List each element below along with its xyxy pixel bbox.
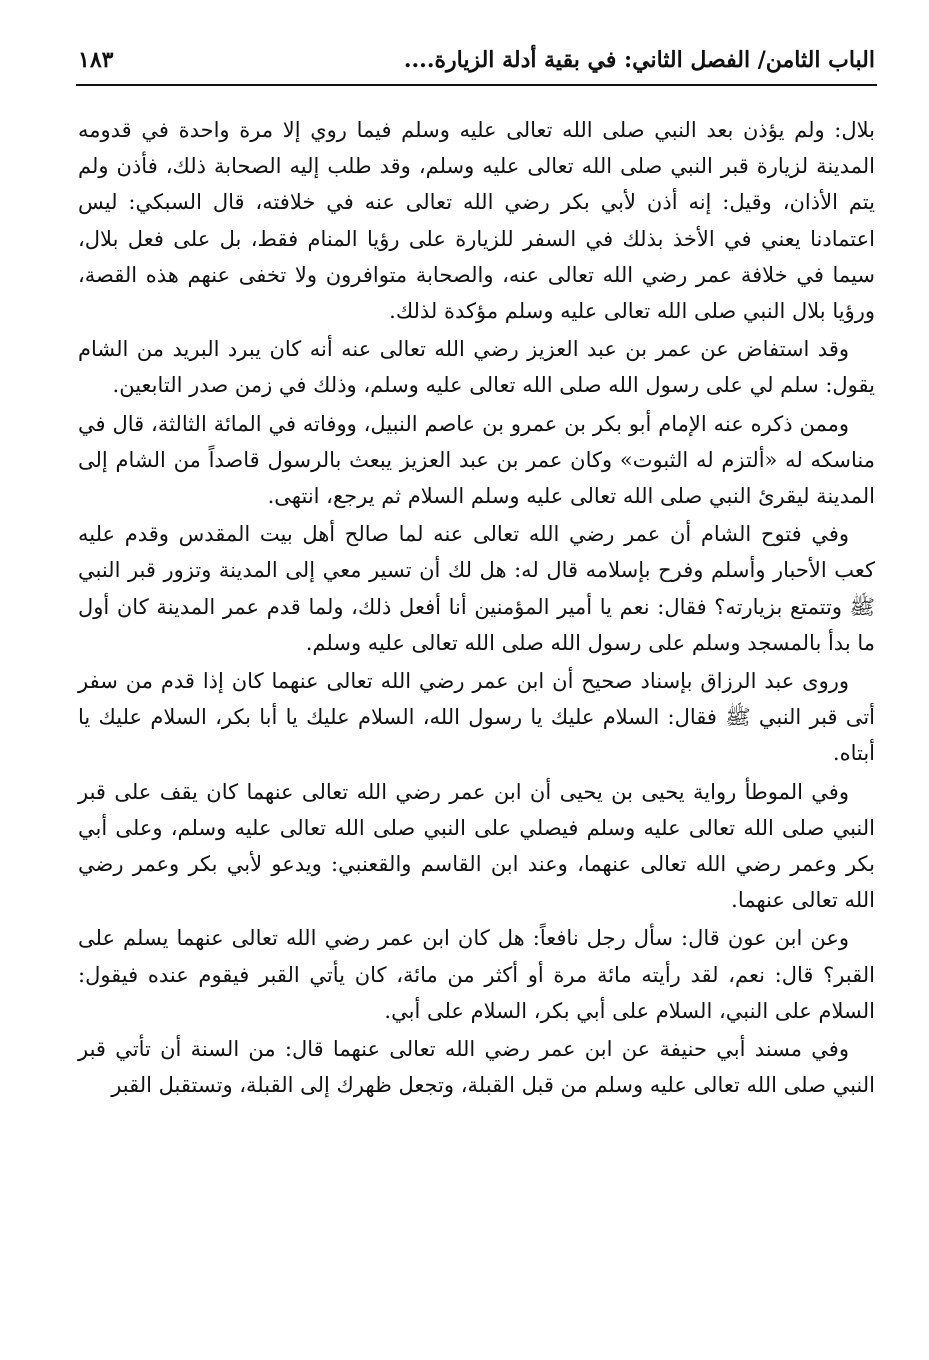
paragraph-ibn-awn: وعن ابن عون قال: سأل رجل نافعاً: هل كان ابن عمر رضي الله تعالى عنهما يسلم على القبر؟ قال: نعم، لقد رأيته مائة مرة أو أكثر من مائة، كان يأتي القبر فيقوم عنده فيقول: السلام على النبي، السلام على أبي بكر، السلام على أبي.: [78, 926, 875, 1023]
paragraph-muwatta: وفي الموطأ رواية يحيى بن يحيى أن ابن عمر رضي الله تعالى عنهما كان يقف على قبر النبي صلى الله تعالى عليه وسلم فيصلي على النبي صلى الله تعالى عليه وسلم، وعلى أبي بكر وعمر رضي الله تعالى عنهما، وعند ابن القاسم والقعنبي: ويدعو لأبي بكر وعمر رضي الله تعالى عنهما.: [78, 779, 875, 913]
page-number: ١٨٣: [78, 47, 114, 73]
paragraph-bilal: بلال: ولم يؤذن بعد النبي صلى الله تعالى عليه وسلم فيما روي إلا مرة واحدة في قدومه المدينة لزيارة قبر النبي صلى الله تعالى عليه وسلم، وقد طلب إليه الصحابة ذلك، فأذن ولم يتم الأذان، وقيل: إنه أذن لأبي بكر رضي الله تعالى عنه في خلافته، قال السبكي: ليس اعتمادنا يعني في الأخذ بذلك في السفر للزيارة على رؤيا المنام فقط، بل على فعل بلال، سيما في خلافة عمر رضي الله تعالى عنه، والصحابة متوافرون ولا تخفى عنهم هذه القصة، ورؤيا بلال النبي صلى الله تعالى عليه وسلم مؤكدة لذلك.: [78, 118, 875, 324]
paragraph-musnad-abi-hanifa: وفي مسند أبي حنيفة عن ابن عمر رضي الله تعالى عنهما قال: من السنة أن تأتي قبر النبي صلى الله تعالى عليه وسلم من قبل القبلة، وتجعل ظهرك إلى القبلة، وتستقبل القبر: [78, 1037, 875, 1098]
paragraph-abu-bakr-ibn-amr: وممن ذكره عنه الإمام أبو بكر بن عمرو بن عاصم النبيل، ووفاته في المائة الثالثة، قال في مناسكه له «ألتزم له الثبوت» وكان عمر بن عبد العزيز يبعث بالرسول قاصداً من الشام إلى المدينة ليقرئ النبي صلى الله تعالى عليه وسلم السلام ثم يرجع، انتهى.: [78, 411, 875, 509]
running-title: الباب الثامن/ الفصل الثاني: في بقية أدلة الزيارة....: [403, 47, 875, 73]
paragraph-abd-al-razzaq: وروى عبد الرزاق بإسناد صحيح أن ابن عمر رضي الله تعالى عنهما كان إذا قدم من سفر أتى قبر النبي ﷺ فقال: السلام عليك يا رسول الله، السلام عليك يا أبا بكر، السلام عليك يا أبتاه.: [78, 669, 875, 766]
header-rule: [76, 84, 877, 86]
paragraph-futuh-al-sham: وفي فتوح الشام أن عمر رضي الله تعالى عنه لما صالح أهل بيت المقدس وقدم عليه كعب الأحبار وأسلم وفرح بإسلامه قال له: هل لك أن تسير معي إلى المدينة وتزور قبر النبي ﷺ وتتمتع بزيارته؟ فقال: نعم يا أمير المؤمنين أنا أفعل ذلك، ولما قدم عمر المدينة كان أول ما بدأ بالمسجد وسلم على رسول الله صلى الله تعالى عليه وسلم.: [78, 522, 875, 655]
body-text: [78, 112, 875, 1105]
paragraph-umar-ibn-abd-al-aziz: وقد استفاض عن عمر بن عبد العزيز رضي الله تعالى عنه أنه كان يبرد البريد من الشام يقول: سلم لي على رسول الله صلى الله تعالى عليه وسلم، وذلك في زمن صدر التابعين.: [78, 337, 875, 398]
running-head: [78, 34, 875, 80]
